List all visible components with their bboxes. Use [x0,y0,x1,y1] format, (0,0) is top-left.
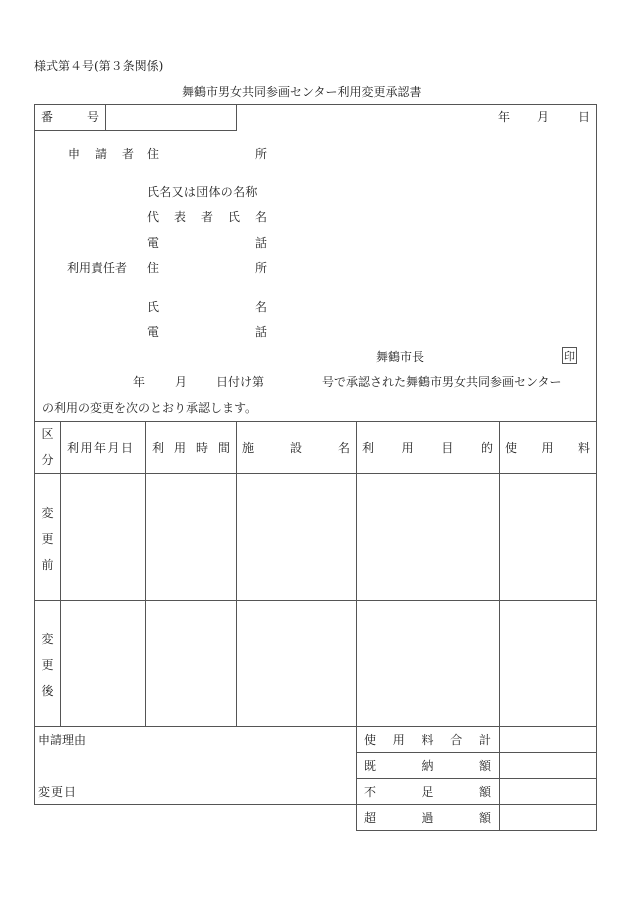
excess-amount-label: 超 過 額 [364,811,491,825]
before-time-cell[interactable] [146,474,236,600]
applicant-name-label: 氏名又は団体の名称 [147,185,258,199]
date-year-label: 年 [498,110,511,124]
after-facility-cell[interactable] [237,601,356,726]
applicant-phone-label: 電 話 [147,236,267,250]
row-label-after: 変 更 後 [41,632,54,698]
after-purpose-cell[interactable] [357,601,499,726]
before-date-cell[interactable] [61,474,145,600]
after-date-cell[interactable] [61,601,145,726]
reason-field[interactable] [35,748,355,778]
responsible-address-label: 住 所 [147,261,267,275]
header-facility: 施 設 名 [242,441,350,455]
header-date: 利用年月日 [67,441,135,455]
before-purpose-cell[interactable] [357,474,499,600]
number-field[interactable] [106,105,236,130]
applicant-address-label: 住 所 [147,147,267,161]
before-fee-cell[interactable] [500,474,596,600]
after-time-cell[interactable] [146,601,236,726]
change-date-label: 変更日 [38,785,78,799]
after-fee-cell[interactable] [500,601,596,726]
number-label: 番 号 [41,110,99,124]
shortage-amount-label: 不 足 額 [364,785,491,799]
paid-amount-label: 既 納 額 [364,759,491,773]
excess-amount-value[interactable] [500,805,596,830]
responsible-phone-label: 電 話 [147,325,267,339]
responsible-person-label: 利用責任者 [67,261,128,275]
reason-label: 申請理由 [38,733,87,747]
form-number-label: 様式第４号(第３条関係) [34,59,164,73]
header-purpose: 利 用 目 的 [362,441,493,455]
representative-label: 代 表 者 氏 名 [147,210,267,224]
shortage-amount-value[interactable] [500,779,596,804]
fee-total-value[interactable] [500,727,596,752]
fee-total-label: 使 用 料 合 計 [364,733,491,747]
date-month-label: 月 [537,110,550,124]
header-category: 区 分 [41,427,54,467]
seal-mark: 印 [562,347,577,364]
header-fee: 使 用 料 [505,441,590,455]
mayor-label: 舞鶴市長 [376,350,425,364]
before-facility-cell[interactable] [237,474,356,600]
date-day-label: 日 [578,110,591,124]
responsible-name-label: 氏 名 [147,300,267,314]
paid-amount-value[interactable] [500,753,596,778]
applicant-label: 申 請 者 [68,147,134,161]
header-time: 利 用 時 間 [152,441,230,455]
document-title: 舞鶴市男女共同参画センター利用変更承認書 [182,85,422,99]
row-label-before: 変 更 前 [41,506,54,572]
